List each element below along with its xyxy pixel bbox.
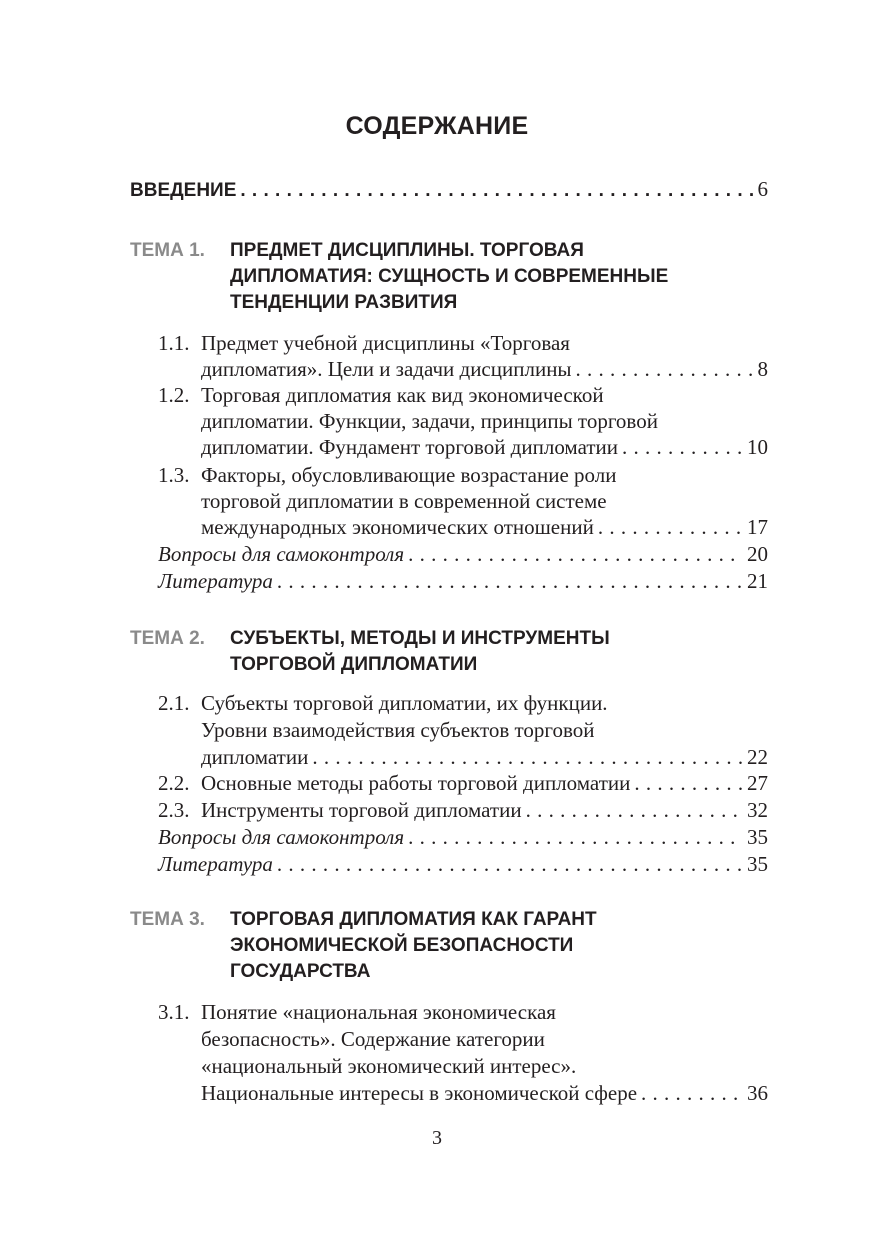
toc-entry-page: 17	[747, 515, 768, 539]
toc-entry-label: Вопросы для самоконтроля	[158, 542, 405, 566]
toc-entry-page: 32	[747, 798, 768, 822]
topic-label: ТЕМА 1.	[130, 240, 205, 261]
section-line: Торговая дипломатия как вид экономической	[201, 383, 604, 407]
section-line: «национальный экономический интерес».	[201, 1054, 577, 1078]
toc-entry-label: ВВЕДЕНИЕ	[130, 180, 237, 201]
toc-entry-label: Литература	[158, 569, 273, 593]
toc-entry-literature[interactable]	[158, 851, 768, 877]
toc-entry-page: 36	[747, 1081, 768, 1105]
section-line: дипломатии	[201, 745, 309, 769]
section-number: 2.1.	[158, 691, 190, 715]
page-number: 3	[432, 1127, 442, 1149]
toc-entry-2-1[interactable]	[201, 744, 768, 770]
toc-entry-page: 21	[747, 569, 768, 593]
topic-title-line: СУБЪЕКТЫ, МЕТОДЫ И ИНСТРУМЕНТЫ	[230, 628, 610, 649]
toc-entry-literature[interactable]	[158, 568, 768, 594]
toc-entry-intro[interactable]	[130, 176, 768, 202]
section-line: Инструменты торговой дипломатии	[201, 798, 522, 822]
dot-leader	[634, 770, 743, 796]
dot-leader	[598, 514, 743, 540]
dot-leader	[641, 1080, 743, 1106]
toc-entry-page: 27	[747, 771, 768, 795]
toc-entry-label: Литература	[158, 852, 273, 876]
topic-title-line: ЭКОНОМИЧЕСКОЙ БЕЗОПАСНОСТИ	[230, 935, 574, 956]
toc-entry-2-2[interactable]	[201, 770, 768, 796]
section-number: 3.1.	[158, 1000, 190, 1024]
section-number: 2.2.	[158, 771, 190, 795]
toc-entry-questions[interactable]	[158, 824, 768, 850]
section-line: Уровни взаимодействия субъектов торговой	[201, 718, 595, 742]
dot-leader	[622, 434, 743, 460]
section-line: Понятие «национальная экономическая	[201, 1000, 556, 1024]
toc-entry-label: Вопросы для самоконтроля	[158, 825, 405, 849]
dot-leader	[576, 356, 754, 382]
topic-title-line: ПРЕДМЕТ ДИСЦИПЛИНЫ. ТОРГОВАЯ	[230, 240, 584, 261]
topic-title-line: ТЕНДЕНЦИИ РАЗВИТИЯ	[230, 292, 458, 313]
toc-entry-page: 6	[757, 177, 768, 201]
topic-title	[230, 626, 790, 678]
section-line: международных экономических отношений	[201, 515, 594, 539]
topic-title-line: ГОСУДАРСТВА	[230, 961, 371, 982]
topic-title-line: ТОРГОВАЯ ДИПЛОМАТИЯ КАК ГАРАНТ	[230, 909, 597, 930]
section-line: Предмет учебной дисциплины «Торговая	[201, 331, 570, 355]
toc-entry-1-1[interactable]	[201, 356, 768, 382]
topic-title	[230, 907, 790, 985]
toc-entry-1-2[interactable]	[201, 434, 768, 460]
section-line: дипломатии. Функции, задачи, принципы торговой	[201, 409, 658, 433]
toc-entry-page: 35	[747, 852, 768, 876]
section-number: 1.2.	[158, 383, 190, 407]
toc-entry-questions[interactable]	[158, 541, 768, 567]
section-line: Факторы, обусловливающие возрастание роли	[201, 463, 617, 487]
toc-entry-page: 35	[747, 825, 768, 849]
topic-title-line: ТОРГОВОЙ ДИПЛОМАТИИ	[230, 654, 478, 675]
topic-title	[230, 238, 790, 316]
dot-leader	[408, 541, 743, 567]
section-line: безопасность». Содержание категории	[201, 1027, 545, 1051]
toc-entry-page: 20	[747, 542, 768, 566]
section-line: торговой дипломатии в современной системе	[201, 489, 607, 513]
section-number: 1.1.	[158, 331, 190, 355]
page-title: СОДЕРЖАНИЕ	[345, 112, 529, 140]
section-number: 2.3.	[158, 798, 190, 822]
dot-leader	[240, 178, 753, 204]
toc-entry-3-1[interactable]	[201, 1080, 768, 1106]
section-line: Основные методы работы торговой дипломатии	[201, 771, 631, 795]
dot-leader	[277, 851, 743, 877]
dot-leader	[408, 824, 743, 850]
topic-label: ТЕМА 3.	[130, 909, 205, 930]
section-number: 1.3.	[158, 463, 190, 487]
dot-leader	[312, 744, 743, 770]
section-line: дипломатия». Цели и задачи дисциплины	[201, 357, 572, 381]
section-line: Субъекты торговой дипломатии, их функции.	[201, 691, 608, 715]
dot-leader	[277, 568, 743, 594]
section-line: дипломатии. Фундамент торговой дипломатии	[201, 435, 618, 459]
toc-entry-2-3[interactable]	[201, 797, 768, 823]
toc-entry-page: 10	[747, 435, 768, 459]
topic-label: ТЕМА 2.	[130, 628, 205, 649]
section-line: Национальные интересы в экономической сфере	[201, 1081, 638, 1105]
topic-title-line: ДИПЛОМАТИЯ: СУЩНОСТЬ И СОВРЕМЕННЫЕ	[230, 266, 669, 287]
toc-entry-page: 22	[747, 745, 768, 769]
toc-entry-page: 8	[757, 357, 768, 381]
toc-entry-1-3[interactable]	[201, 514, 768, 540]
dot-leader	[526, 797, 743, 823]
